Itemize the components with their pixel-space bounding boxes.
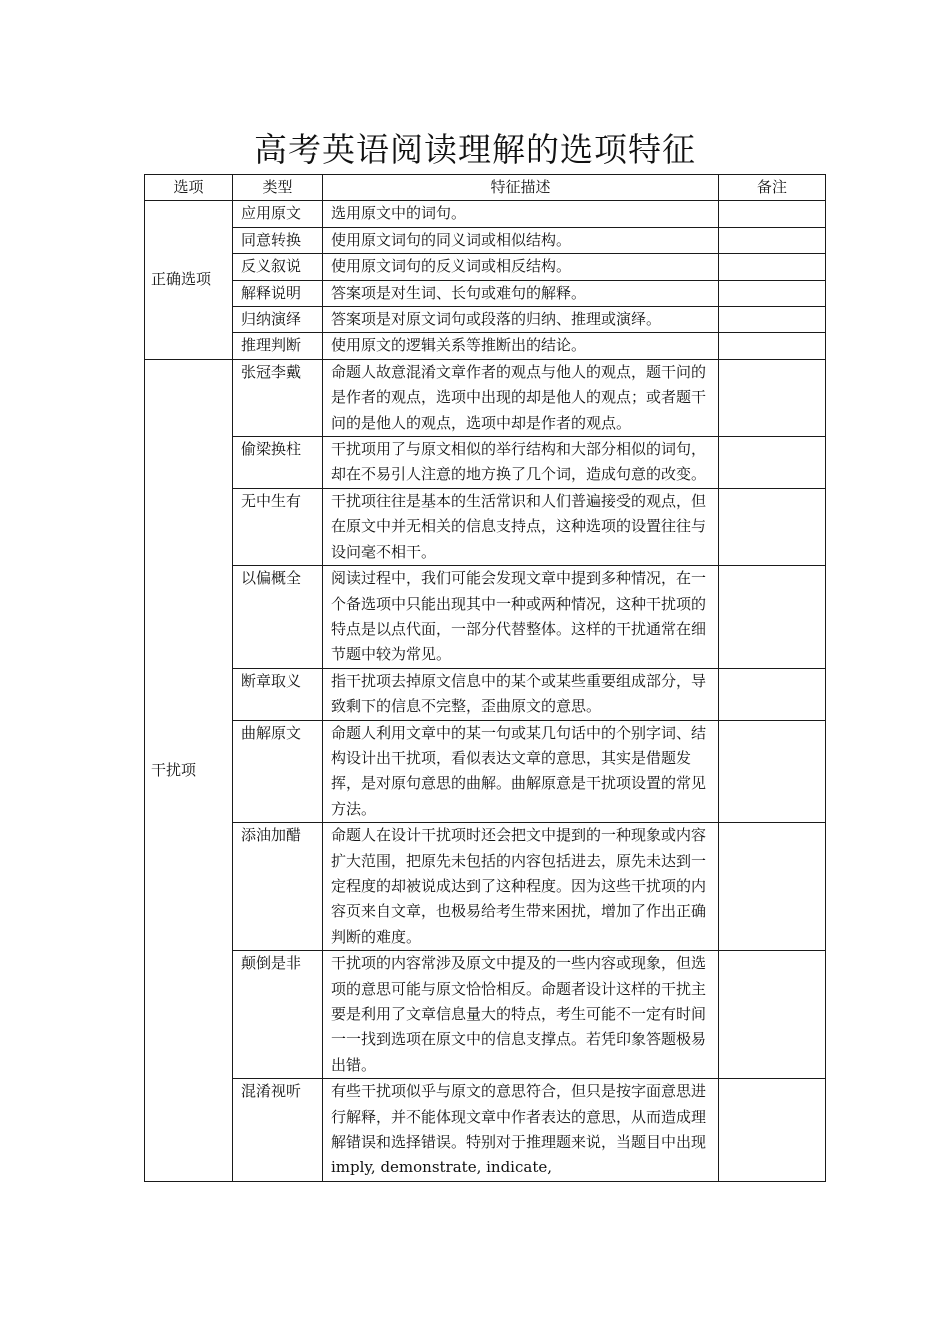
note-cell [719,333,826,359]
type-cell: 推理判断 [233,333,323,359]
table-row [145,254,826,280]
description-cell: 命题人利用文章中的某一句或某几句话中的个别字词、结构设计出干扰项，看似表达文章的意思，其实是借题发挥，是对原句意思的曲解。曲解原意是干扰项设置的常见方法。 [323,720,719,823]
table-row [145,1079,826,1182]
header-description: 特征描述 [323,175,719,201]
note-cell [719,823,826,951]
description-cell: 答案项是对生词、长句或难句的解释。 [323,280,719,306]
type-cell: 归纳演绎 [233,307,323,333]
table-row [145,566,826,669]
table-row [145,437,826,489]
type-cell: 曲解原文 [233,720,323,823]
note-cell [719,488,826,565]
note-cell [719,720,826,823]
description-cell: 命题人故意混淆文章作者的观点与他人的观点，题干问的是作者的观点，选项中出现的却是他人的观点；或者题干问的是他人的观点，选项中却是作者的观点。 [323,359,719,436]
header-option: 选项 [145,175,233,201]
description-cell: 使用原文的逻辑关系等推断出的结论。 [323,333,719,359]
table-row [145,488,826,565]
table-header-row [145,175,826,201]
type-cell: 反义叙说 [233,254,323,280]
type-cell: 颠倒是非 [233,951,323,1079]
note-cell [719,227,826,253]
type-cell: 以偏概全 [233,566,323,669]
description-cell: 命题人在设计干扰项时还会把文中提到的一种现象或内容扩大范围，把原先未包括的内容包括进去，原先未达到一定程度的却被说成达到了这种程度。因为这些干扰项的内容页来自文章，也极易给考生带来困扰，增加了作出正确判断的难度。 [323,823,719,951]
description-cell: 指干扰项去掉原文信息中的某个或某些重要组成部分，导致剩下的信息不完整，歪曲原文的意思。 [323,668,719,720]
type-cell: 张冠李戴 [233,359,323,436]
group-label-correct: 正确选项 [145,201,233,359]
table-row [145,307,826,333]
type-cell: 偷梁换柱 [233,437,323,489]
type-cell: 添油加醋 [233,823,323,951]
table-row [145,951,826,1079]
type-cell: 解释说明 [233,280,323,306]
group-label-distractor: 干扰项 [145,359,233,1181]
description-cell: 干扰项的内容常涉及原文中提及的一些内容或现象，但选项的意思可能与原文恰恰相反。命题者设计这样的干扰主要是利用了文章信息量大的特点，考生可能不一定有时间一一找到选项在原文中的信息支撑点。若凭印象答题极易出错。 [323,951,719,1079]
description-cell: 使用原文词句的同义词或相似结构。 [323,227,719,253]
header-note: 备注 [719,175,826,201]
description-cell: 干扰项用了与原文相似的举行结构和大部分相似的词句， 却在不易引人注意的地方换了几个词，造成句意的改变。 [323,437,719,489]
table-row [145,333,826,359]
note-cell [719,566,826,669]
table-row [145,668,826,720]
description-cell: 使用原文词句的反义词或相反结构。 [323,254,719,280]
type-cell: 同意转换 [233,227,323,253]
description-cell: 阅读过程中，我们可能会发现文章中提到多种情况，在一个备选项中只能出现其中一种或两种情况，这种干扰项的特点是以点代面，一部分代替整体。这样的干扰通常在细节题中较为常见。 [323,566,719,669]
table-row [145,359,826,436]
table-row [145,227,826,253]
option-features-table [144,174,826,1182]
note-cell [719,307,826,333]
note-cell [719,201,826,227]
page-title: 高考英语阅读理解的选项特征 [254,130,696,169]
description-cell: 答案项是对原文词句或段落的归纳、推理或演绎。 [323,307,719,333]
table-row [145,720,826,823]
table-row [145,823,826,951]
note-cell [719,359,826,436]
note-cell [719,668,826,720]
note-cell [719,1079,826,1182]
type-cell: 应用原文 [233,201,323,227]
type-cell: 无中生有 [233,488,323,565]
header-type: 类型 [233,175,323,201]
note-cell [719,437,826,489]
description-cell: 选用原文中的词句。 [323,201,719,227]
description-cell: 干扰项往往是基本的生活常识和人们普遍接受的观点，但在原文中并无相关的信息支持点，这种选项的设置往往与设问毫不相干。 [323,488,719,565]
table-row [145,280,826,306]
type-cell: 混淆视听 [233,1079,323,1182]
table-row [145,201,826,227]
note-cell [719,951,826,1079]
description-cell: 有些干扰项似乎与原文的意思符合，但只是按字面意思进行解释，并不能体现文章中作者表达的意思，从而造成理解错误和选择错误。特别对于推理题来说，当题目中出现 imply, demonstrate, indicate, [323,1079,719,1182]
note-cell [719,280,826,306]
note-cell [719,254,826,280]
type-cell: 断章取义 [233,668,323,720]
